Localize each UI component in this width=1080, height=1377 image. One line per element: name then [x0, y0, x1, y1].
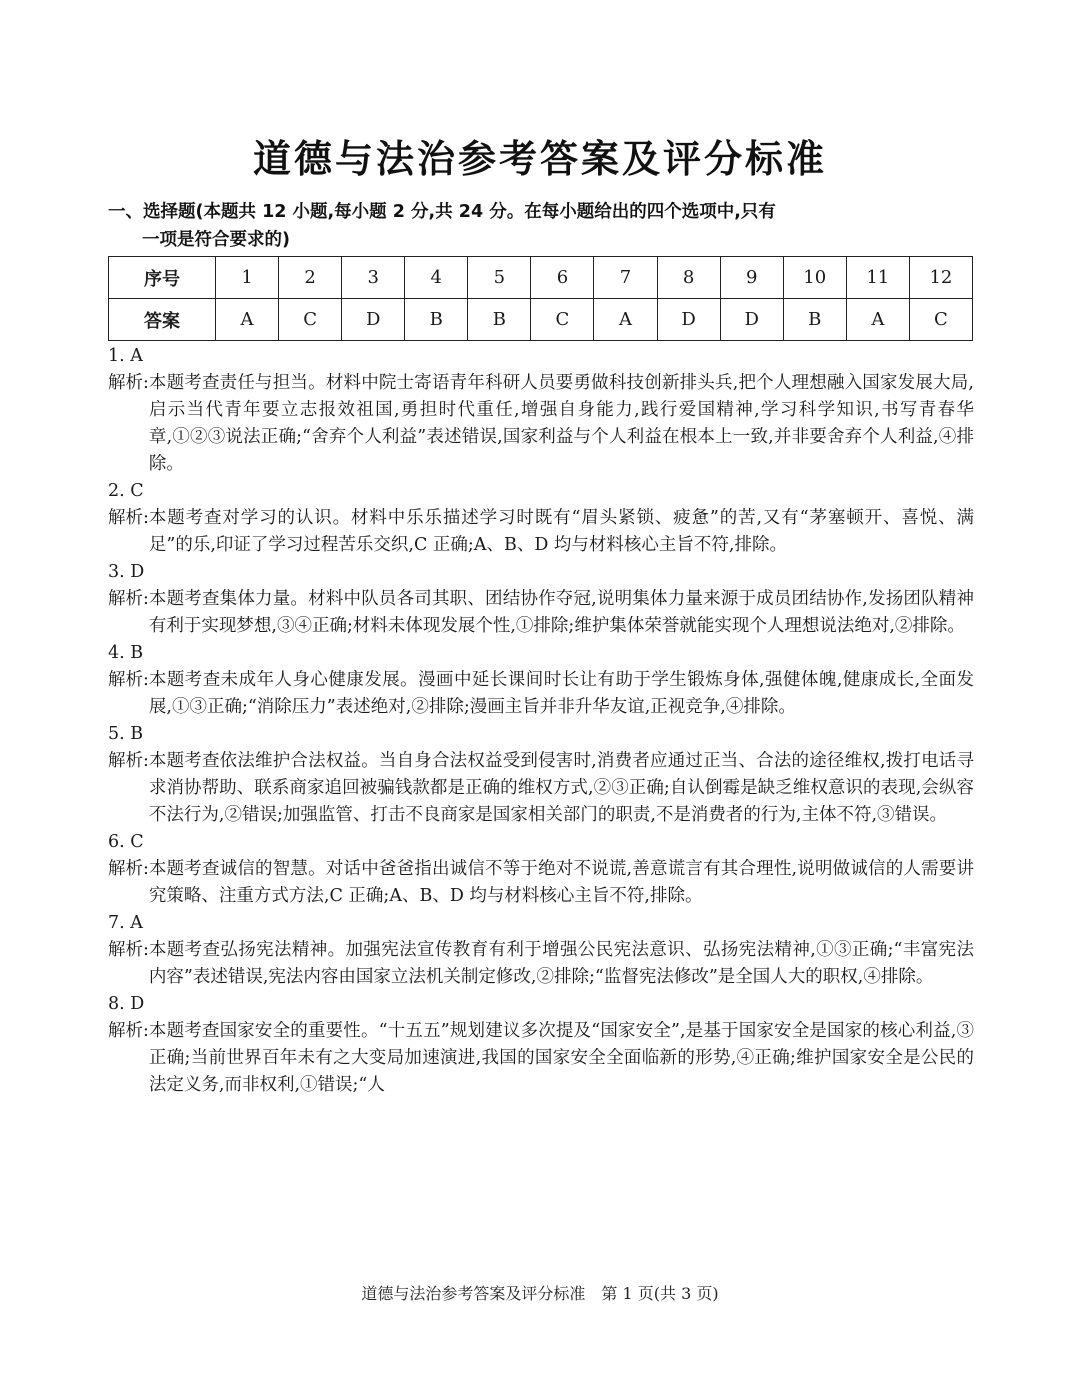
answer-row [109, 299, 973, 341]
explanation-label: 解析: [108, 373, 149, 393]
answer-cell: C [279, 299, 342, 341]
section-heading [108, 198, 978, 254]
item-number: 6. C [108, 832, 144, 852]
explanation-label: 解析: [108, 751, 149, 771]
item-number: 2. C [108, 481, 144, 501]
explanation [108, 1018, 974, 1099]
explanation [108, 856, 974, 910]
row-label-answer: 答案 [109, 299, 216, 341]
answer-cell: A [216, 299, 279, 341]
section-heading-line2: 一项是符合要求的) [142, 230, 290, 250]
answer-cell: D [720, 299, 783, 341]
question-number: 8 [657, 257, 720, 299]
question-number: 1 [216, 257, 279, 299]
question-number: 7 [594, 257, 657, 299]
answer-cell: D [657, 299, 720, 341]
explanation-text: 本题考查弘扬宪法精神。加强宪法宣传教育有利于增强公民宪法意识、弘扬宪法精神,①③正确;“丰富宪法内容”表述错误,宪法内容由国家立法机关制定修改,②排除;“监督宪法修改”是全国人大的职权,④排除。 [148, 940, 974, 987]
explanation-label: 解析: [108, 670, 149, 690]
question-number: 12 [909, 257, 972, 299]
item-number: 1. A [108, 346, 143, 366]
explanations [108, 343, 974, 1099]
item-number: 7. A [108, 913, 143, 933]
question-number: 3 [342, 257, 405, 299]
explanation [108, 748, 974, 829]
answer-cell: A [846, 299, 909, 341]
explanation [108, 586, 974, 640]
question-number: 2 [279, 257, 342, 299]
item-number: 5. B [108, 724, 144, 744]
row-label-number: 序号 [109, 257, 216, 299]
number-row [109, 257, 973, 299]
item-number: 8. D [108, 994, 145, 1014]
question-number: 9 [720, 257, 783, 299]
explanation-text: 本题考查诚信的智慧。对话中爸爸指出诚信不等于绝对不说谎,善意谎言有其合理性,说明做诚信的人需要讲究策略、注重方式方法,C 正确;A、B、D 均与材料核心主旨不符,排除。 [148, 859, 974, 906]
explanation-text: 本题考查国家安全的重要性。“十五五”规划建议多次提及“国家安全”,是基于国家安全是国家的核心利益,③正确;当前世界百年未有之大变局加速演进,我国的国家安全全面临新的形势,④正确;维护国家安全是公民的法定义务,而非权利,①错误;“人 [148, 1021, 974, 1095]
answer-cell: A [594, 299, 657, 341]
question-number: 6 [531, 257, 594, 299]
explanation [108, 667, 974, 721]
page-title: 道德与法治参考答案及评分标准 [252, 137, 827, 181]
answer-cell: D [342, 299, 405, 341]
explanation-label: 解析: [108, 859, 149, 879]
section-heading-line1: 一、选择题(本题共 12 小题,每小题 2 分,共 24 分。在每小题给出的四个选项中,只有 [108, 202, 776, 222]
explanation [108, 370, 974, 478]
explanation-label: 解析: [108, 1021, 149, 1041]
item-number: 3. D [108, 562, 145, 582]
explanation [108, 937, 974, 991]
explanation-label: 解析: [108, 589, 149, 609]
answer-cell: B [468, 299, 531, 341]
answer-cell: B [405, 299, 468, 341]
explanation [108, 505, 974, 559]
question-number: 10 [783, 257, 846, 299]
answer-table [108, 256, 973, 341]
question-number: 11 [846, 257, 909, 299]
answer-cell: C [531, 299, 594, 341]
explanation-text: 本题考查集体力量。材料中队员各司其职、团结协作夺冠,说明集体力量来源于成员团结协作,发扬团队精神有利于实现梦想,③④正确;材料未体现发展个性,①排除;维护集体荣誉就能实现个人理想说法绝对,②排除。 [148, 589, 974, 636]
question-number: 5 [468, 257, 531, 299]
item-number: 4. B [108, 643, 144, 663]
explanation-label: 解析: [108, 940, 149, 960]
answer-cell: C [909, 299, 972, 341]
explanation-text: 本题考查对学习的认识。材料中乐乐描述学习时既有“眉头紧锁、疲惫”的苦,又有“茅塞顿开、喜悦、满足”的乐,印证了学习过程苦乐交织,C 正确;A、B、D 均与材料核心主旨不符,排除。 [148, 508, 974, 555]
answer-cell: B [783, 299, 846, 341]
question-number: 4 [405, 257, 468, 299]
explanation-label: 解析: [108, 508, 149, 528]
explanation-text: 本题考查依法维护合法权益。当自身合法权益受到侵害时,消费者应通过正当、合法的途径维权,拨打电话寻求消协帮助、联系商家追回被骗钱款都是正确的维权方式,②③正确;自认倒霉是缺乏维权意识的表现,会纵容不法行为,②错误;加强监管、打击不良商家是国家相关部门的职责,不是消费者的行为,主体不符,③错误。 [148, 751, 974, 825]
explanation-text: 本题考查责任与担当。材料中院士寄语青年科研人员要勇做科技创新排头兵,把个人理想融入国家发展大局,启示当代青年要立志报效祖国,勇担时代重任,增强自身能力,践行爱国精神,学习科学知识,书写青春华章,①②③说法正确;“舍弃个人利益”表述错误,国家利益与个人利益在根本上一致,并非要舍弃个人利益,④排除。 [148, 373, 974, 474]
page-footer: 道德与法治参考答案及评分标准 第 1 页(共 3 页) [361, 1284, 719, 1303]
explanation-text: 本题考查未成年人身心健康发展。漫画中延长课间时长让有助于学生锻炼身体,强健体魄,健康成长,全面发展,①③正确;“消除压力”表述绝对,②排除;漫画主旨并非升华友谊,正视竞争,④排除。 [148, 670, 974, 717]
